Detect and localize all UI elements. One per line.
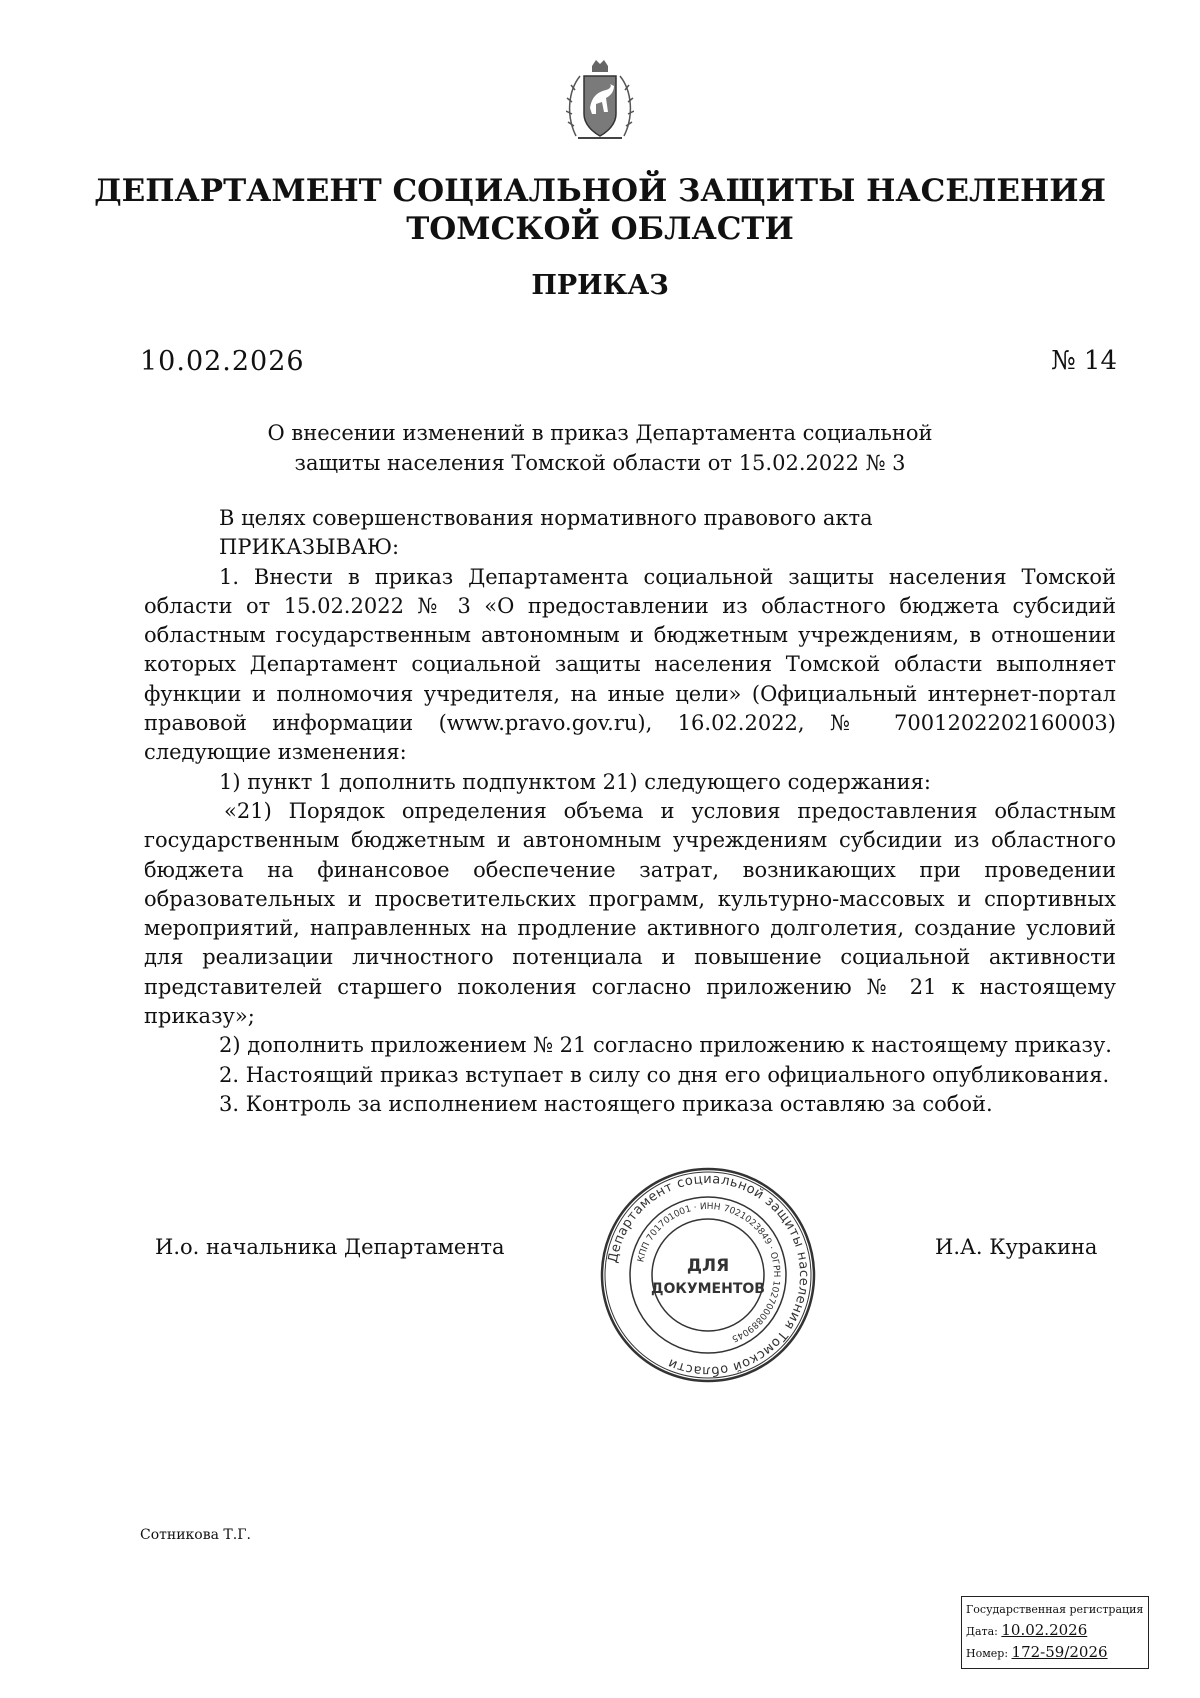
- subitem-2-paragraph: 2) дополнить приложением № 21 согласно приложению к настоящему приказу.: [219, 1033, 1112, 1058]
- stamp-outer-text: Департамент социальной защиты населения Томской области: [605, 1171, 812, 1379]
- stamp-center-line-1: ДЛЯ: [686, 1256, 730, 1276]
- registration-date-row: [966, 1620, 1144, 1642]
- item-3-paragraph: 3. Контроль за исполнением настоящего приказа оставляю за собой.: [219, 1091, 993, 1116]
- department-name: [0, 172, 1200, 248]
- registration-box: [961, 1596, 1149, 1669]
- document-type: ПРИКАЗ: [531, 270, 669, 301]
- order-body: [144, 504, 1116, 1119]
- subject-line-1: О внесении изменений в приказ Департамента социальной: [267, 421, 933, 445]
- subitem-1-quote: «21) Порядок определения объема и условия предоставления областным государственным бюджетным и автономным учреждениям субсидии из областного бюджета на финансовое обеспечение затрат, возникающих при проведении образовательных и просветительских программ, культурно-массовых и спортивных мероприятий, направленных на продление активного долголетия, создание условий для реализации личностного потенциала и повышение социальной активности представителей старшего поколения согласно приложению № 21 к настоящему приказу»;: [144, 798, 1116, 1029]
- subitem-1-paragraph: 1) пункт 1 дополнить подпунктом 21) следующего содержания:: [219, 769, 931, 794]
- order-subject: [0, 418, 1200, 478]
- purpose-paragraph: В целях совершенствования нормативного правового акта: [219, 506, 873, 530]
- official-stamp: [598, 1165, 818, 1385]
- tomsk-coat-of-arms-icon: [566, 56, 634, 146]
- registration-date-label: Дата:: [966, 1625, 998, 1638]
- registration-number-value: 172-59/2026: [1011, 1643, 1108, 1661]
- stamp-center-line-2: ДОКУМЕНТОВ: [651, 1281, 765, 1297]
- signatory-position: И.о. начальника Департамента: [155, 1235, 505, 1259]
- stamp-inner-text: КПП 701701001 · ИНН 7021023849 · ОГРН 1027000889045: [636, 1201, 782, 1344]
- item-1-paragraph: 1. Внести в приказ Департамента социальной защиты населения Томской области от 15.02.2022 № 3 «О предоставлении из областного бюджета субсидий областным государственным автономным и бюджетным учреждениям, в отношении которых Департамент социальной защиты населения Томской области выполняет функции и полномочия учредителя, на иные цели» (Официальный интернет-портал правовой информации (www.pravo.gov.ru), 16.02.2022, № 7001202202160003) следующие изменения:: [144, 564, 1116, 765]
- item-2-paragraph: 2. Настоящий приказ вступает в силу со дня его официального опубликования.: [219, 1062, 1110, 1087]
- order-word: ПРИКАЗЫВАЮ:: [219, 535, 400, 560]
- signatory-name: И.А. Куракина: [935, 1235, 1098, 1259]
- subject-line-2: защиты населения Томской области от 15.02.2022 № 3: [294, 451, 906, 475]
- order-date: 10.02.2026: [140, 346, 305, 377]
- registration-title: Государственная регистрация: [966, 1603, 1144, 1616]
- registration-date-value: 10.02.2026: [1001, 1621, 1088, 1639]
- department-line-2: ТОМСКОЙ ОБЛАСТИ: [406, 211, 794, 247]
- registration-number-label: Номер:: [966, 1647, 1009, 1660]
- registration-number-row: [966, 1642, 1144, 1664]
- order-number: № 14: [1051, 346, 1117, 376]
- executor-name: Сотникова Т.Г.: [140, 1527, 251, 1543]
- department-line-1: ДЕПАРТАМЕНТ СОЦИАЛЬНОЙ ЗАЩИТЫ НАСЕЛЕНИЯ: [94, 173, 1106, 209]
